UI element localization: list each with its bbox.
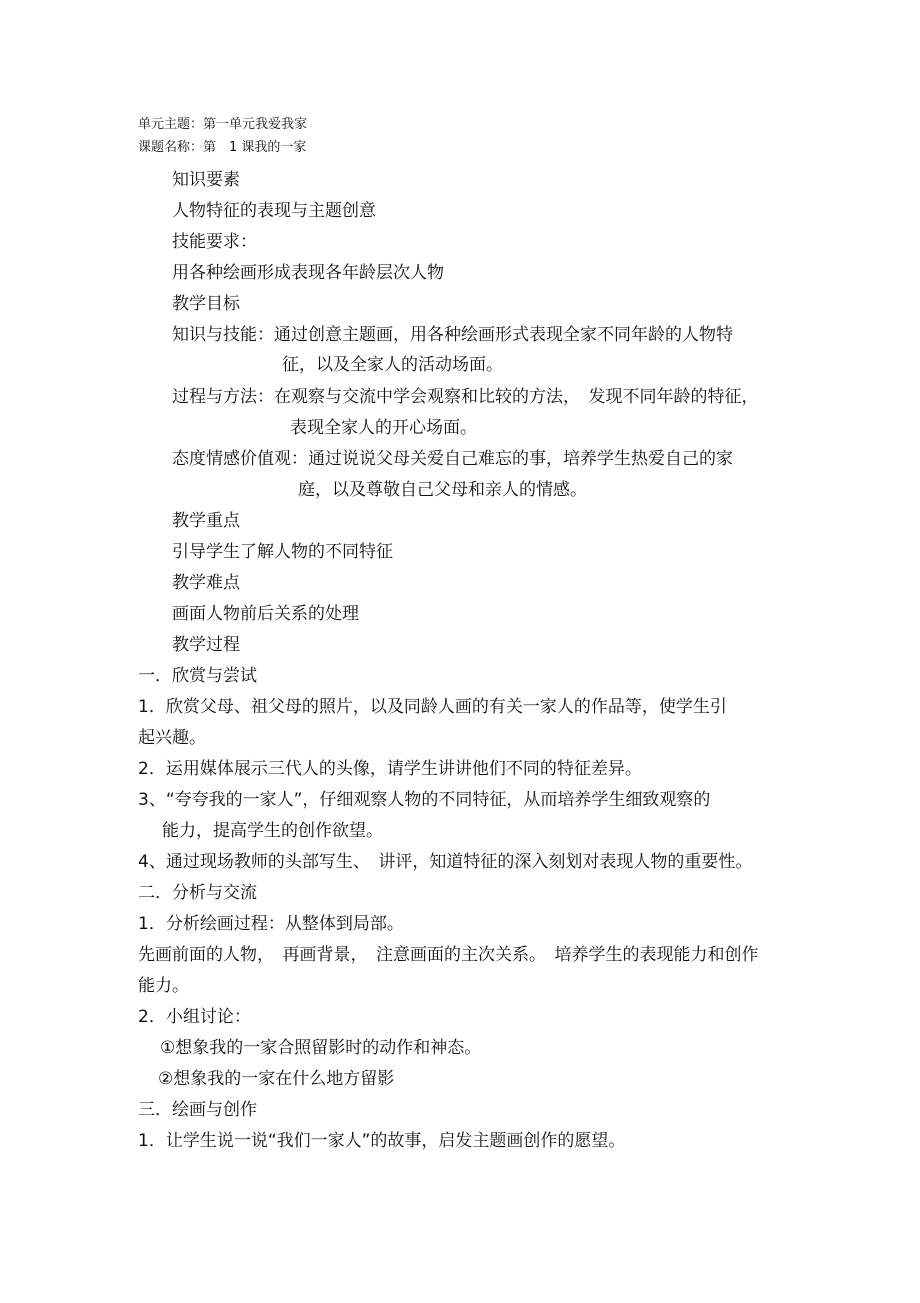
part2-item2-sub2: ②想象我的一家在什么地方留影 — [158, 1069, 395, 1089]
goal-process-line2: 表现全家人的开心场面。 — [290, 418, 477, 438]
knowledge-title: 知识要素 — [172, 170, 240, 190]
focus-title: 教学重点 — [172, 511, 240, 531]
part2-item1: 1．分析绘画过程：从整体到局部。 — [138, 914, 404, 934]
part1-item2: 2．运用媒体展示三代人的头像，请学生讲讲他们不同的特征差异。 — [138, 759, 642, 779]
goal-attitude-line2: 庭，以及尊敬自己父母和亲人的情感。 — [298, 480, 587, 500]
part2-title: 二．分析与交流 — [138, 883, 257, 903]
unit-theme: 单元主题：第一单元我爱我家 — [138, 117, 308, 132]
difficulty-text: 画面人物前后关系的处理 — [172, 604, 359, 624]
process-title: 教学过程 — [172, 635, 240, 655]
part1-item1-line1: 1．欣赏父母、祖父母的照片，以及同龄人画的有关一家人的作品等，使学生引 — [138, 697, 727, 717]
difficulty-title: 教学难点 — [172, 573, 240, 593]
part2-item2-sub1: ①想象我的一家合照留影时的动作和神态。 — [160, 1038, 482, 1058]
part3-title: 三．绘画与创作 — [138, 1100, 257, 1120]
lesson-name: 课题名称：第 1 课我的一家 — [138, 140, 307, 155]
focus-text: 引导学生了解人物的不同特征 — [172, 542, 393, 562]
goal-process-line1: 过程与方法：在观察与交流中学会观察和比较的方法， 发现不同年龄的特征， — [172, 387, 759, 407]
goal-knowledge-line1: 知识与技能：通过创意主题画，用各种绘画形式表现全家不同年龄的人物特 — [172, 325, 733, 345]
goal-title: 教学目标 — [172, 294, 240, 314]
part1-item1-line2: 起兴趣。 — [138, 728, 206, 748]
part1-item4: 4、通过现场教师的头部写生、 讲评，知道特征的深入刻划对表现人物的重要性。 — [138, 852, 753, 872]
part1-title: 一．欣赏与尝试 — [138, 666, 257, 686]
part2-item2: 2．小组讨论： — [138, 1007, 251, 1027]
part1-item3-line2: 能力，提高学生的创作欲望。 — [162, 821, 383, 841]
goal-attitude-line1: 态度情感价值观：通过说说父母关爱自己难忘的事，培养学生热爱自己的家 — [172, 449, 733, 469]
skill-text: 用各种绘画形成表现各年龄层次人物 — [172, 263, 444, 283]
part2-item1-text-line2: 能力。 — [138, 976, 189, 996]
part1-item3-line1: 3、“夸夸我的一家人”，仔细观察人物的不同特征，从而培养学生细致观察的 — [138, 790, 711, 810]
part2-item1-text-line1: 先画前面的人物， 再画背景， 注意画面的主次关系。 培养学生的表现能力和创作 — [138, 945, 759, 965]
goal-knowledge-line2: 征，以及全家人的活动场面。 — [282, 355, 503, 375]
knowledge-text: 人物特征的表现与主题创意 — [172, 201, 376, 221]
skill-title: 技能要求： — [172, 232, 257, 252]
part3-item1: 1．让学生说一说“我们一家人”的故事，启发主题画创作的愿望。 — [138, 1131, 626, 1151]
